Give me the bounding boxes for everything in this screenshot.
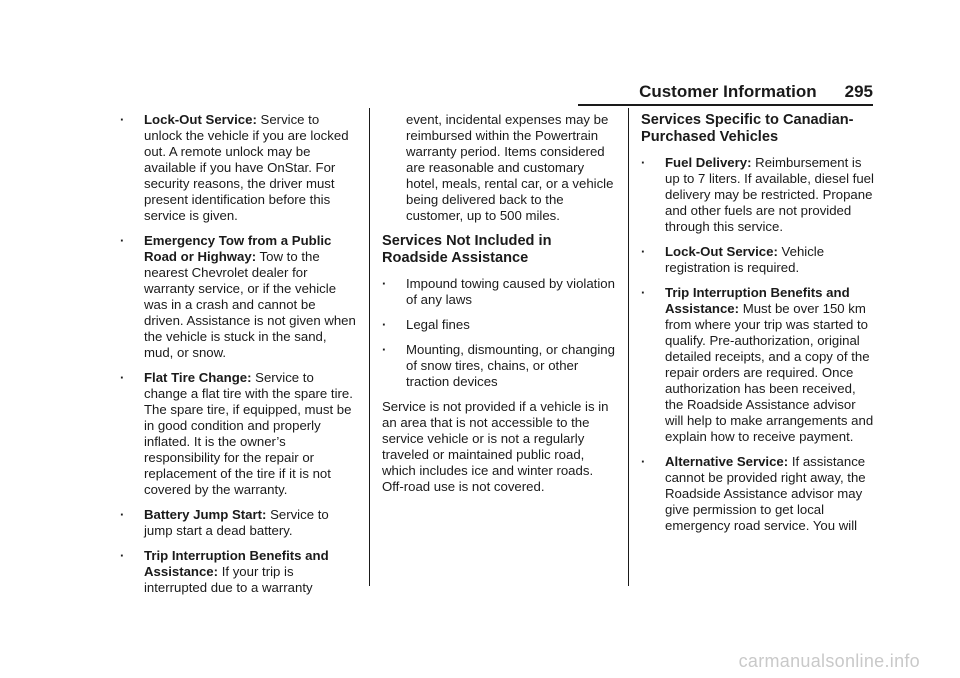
item-text: Service to change a flat tire with the spare tire. The spare tire, if equipped, must be in good condition and properly inflated. It is the owner’s responsibility for the repair or replacement of the tire if it is not covered by the warranty. (144, 370, 353, 497)
column-right (641, 112, 877, 543)
item-text: Reimbursement is up to 7 liters. If available, diesel fuel delivery may be restricted. Propane and other fuels are not provided through this service. (665, 155, 874, 234)
column-divider-right (628, 108, 629, 586)
continued-text: event, incidental expenses may be reimbursed within the Powertrain warranty period. Items considered are reasonable and customary hotel, meals, rental car, or a vehicle being delivered back to the customer, up to 500 miles. (406, 112, 614, 223)
paragraph: Service is not provided if a vehicle is in an area that is not accessible to the service vehicle or is not a regularly traveled or maintained public road, which includes ice and winter roads. Off-road use is not covered. (382, 399, 609, 494)
item-term: Battery Jump Start: (144, 507, 267, 522)
page-header (639, 82, 873, 102)
item-term: Lock-Out Service: (665, 244, 778, 259)
list-item (641, 285, 877, 445)
item-term: Flat Tire Change: (144, 370, 252, 385)
bullet: · (641, 454, 646, 469)
item-term: Fuel Delivery: (665, 155, 752, 170)
bullet: · (120, 370, 125, 385)
bullet: · (382, 276, 387, 291)
item-text: Must be over 150 km from where your trip was started to qualify. Pre-authorization, original detailed receipts, and a copy of the repair orders are required. Once authorization has been received, the Roadside Assistance advisor will help to make arrangements and explain how to receive payment. (665, 301, 874, 444)
item-text: If your trip is interrupted due to a warranty (144, 564, 313, 595)
list-item (382, 317, 618, 333)
item-text: Vehicle registration is required. (665, 244, 825, 275)
column-middle (382, 112, 618, 504)
item-text: If assistance cannot be provided right away, the Roadside Assistance advisor may give permission to get local emergency road service. You will (665, 454, 866, 533)
list-item (120, 233, 356, 361)
bullet: · (382, 317, 387, 332)
bullet: · (641, 285, 646, 300)
item-text: Service to jump start a dead battery. (144, 507, 329, 538)
list-item (120, 370, 356, 498)
item-term: Trip Interruption Benefits and Assistance: (144, 548, 329, 579)
bullet: · (382, 342, 387, 357)
section-title: Customer Information (639, 82, 817, 101)
list-item (120, 112, 356, 224)
list-item (382, 276, 618, 308)
bullet: · (120, 112, 125, 127)
list-item (641, 454, 877, 534)
bullet: · (641, 155, 646, 170)
page-number: 295 (844, 82, 873, 101)
item-text: Tow to the nearest Chevrolet dealer for warranty service, or if the vehicle was in a crash and cannot be driven. Assistance is not given when the vehicle is stuck in the sand, mud, or snow. (144, 249, 356, 360)
column-divider-left (369, 108, 370, 586)
list-item (641, 244, 877, 276)
column-left (120, 112, 356, 605)
item-text: Mounting, dismounting, or changing of snow tires, chains, or other traction devices (406, 342, 615, 389)
bullet: · (641, 244, 646, 259)
item-term: Lock-Out Service: (144, 112, 257, 127)
list-item (641, 155, 877, 235)
list-item (120, 507, 356, 539)
header-rule (578, 104, 873, 106)
item-text: Impound towing caused by violation of any laws (406, 276, 615, 307)
bullet: · (120, 507, 125, 522)
item-term: Alternative Service: (665, 454, 789, 469)
section-heading: Services Specific to Canadian-Purchased Vehicles (641, 112, 854, 145)
item-term: Emergency Tow from a Public Road or Highway: (144, 233, 332, 264)
section-heading: Services Not Included in Roadside Assistance (382, 233, 552, 266)
item-text: Legal fines (406, 317, 470, 332)
bullet: · (120, 548, 125, 563)
list-item (382, 342, 618, 390)
item-text: Service to unlock the vehicle if you are locked out. A remote unlock may be available if you have OnStar. For security reasons, the driver must present identification before this service is given. (144, 112, 349, 223)
list-item (120, 548, 356, 596)
watermark: carmanualsonline.info (738, 651, 920, 671)
item-term: Trip Interruption Benefits and Assistance: (665, 285, 850, 316)
bullet: · (120, 233, 125, 248)
